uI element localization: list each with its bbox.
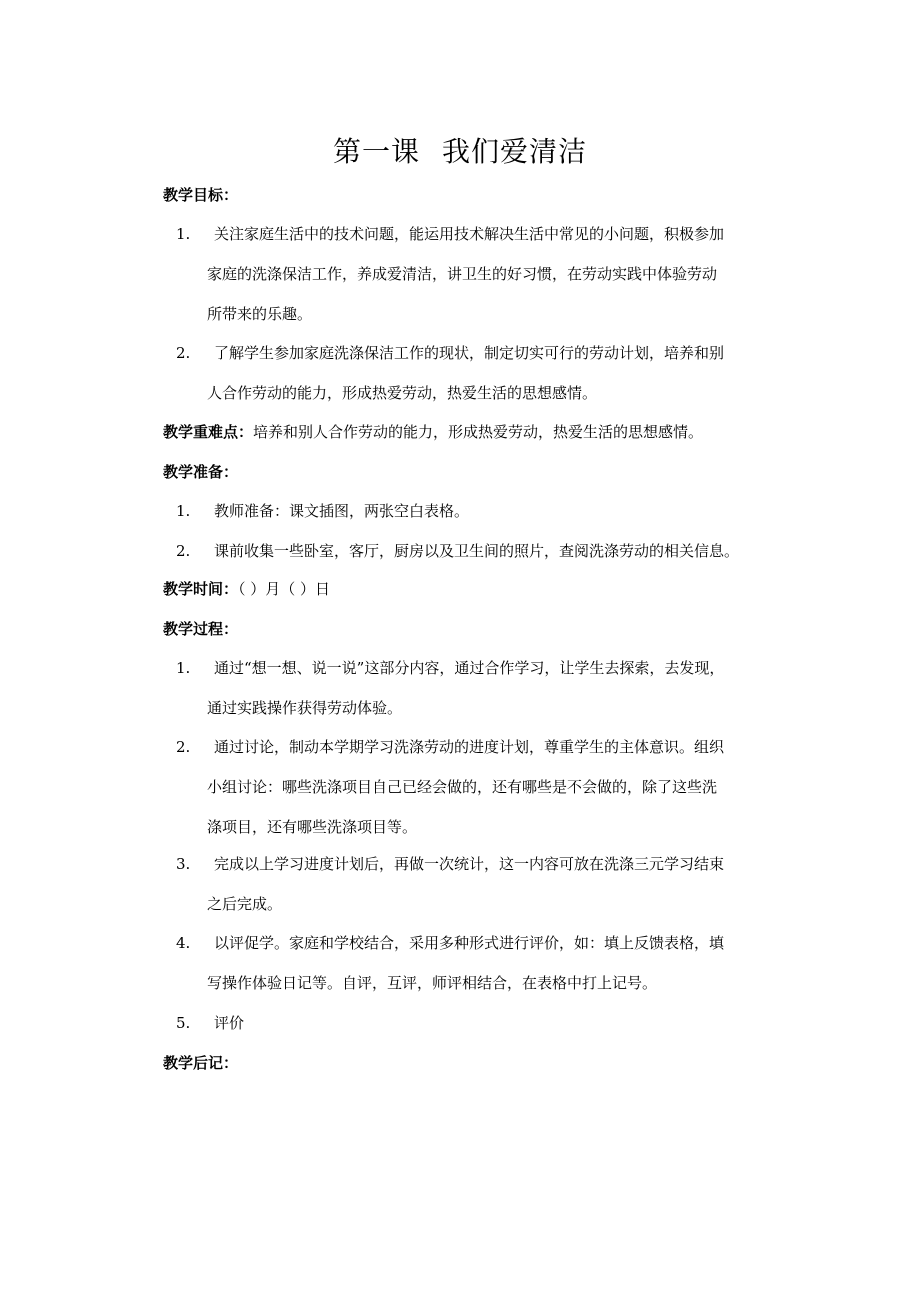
objective-item-1 — [176, 214, 776, 334]
item-number: 1. — [176, 659, 191, 677]
objective-item-2 — [176, 333, 776, 413]
time-heading: 教学时间： — [163, 580, 239, 598]
item-number: 4. — [176, 934, 191, 952]
item-line: 所带来的乐趣。 — [207, 305, 313, 323]
time-text: （ ）月（ ）日 — [238, 580, 331, 598]
item-number: 2. — [176, 542, 191, 560]
item-line: 关注家庭生活中的技术问题，能运用技术解决生活中常见的小问题，积极参加 — [214, 225, 725, 243]
item-line: 评价 — [214, 1014, 245, 1032]
item-number: 2. — [176, 344, 191, 362]
item-line: 以评促学。家庭和学校结合，采用多种形式进行评价，如：填上反馈表格，填 — [214, 934, 725, 952]
item-line: 通过实践操作获得劳动体验。 — [207, 699, 403, 717]
item-line: 课前收集一些卧室，客厅，厨房以及卫生间的照片，查阅洗涤劳动的相关信息。 — [214, 542, 740, 560]
preparation-item-1 — [176, 491, 776, 531]
item-line: 通过“想一想、说一说”这部分内容，通过合作学习，让学生去探索，去发现， — [214, 659, 725, 677]
preparation-heading: 教学准备： — [163, 463, 239, 481]
process-item-3 — [176, 844, 776, 924]
key-points-heading: 教学重难点： — [163, 423, 254, 441]
item-number: 2. — [176, 738, 191, 756]
item-line: 之后完成。 — [207, 895, 283, 913]
item-number: 5. — [176, 1014, 191, 1032]
item-line: 涤项目，还有哪些洗涤项目等。 — [207, 818, 418, 836]
process-heading: 教学过程： — [163, 620, 239, 638]
title-lesson: 第一课 — [332, 135, 420, 168]
title-topic: 我们爱清洁 — [442, 135, 588, 168]
objectives-heading: 教学目标： — [163, 186, 239, 204]
process-item-5 — [176, 1003, 776, 1043]
key-points — [163, 421, 703, 443]
item-line: 写操作体验日记等。自评，互评，师评相结合，在表格中打上记号。 — [207, 974, 658, 992]
item-line: 小组讨论：哪些洗涤项目自己已经会做的，还有哪些是不会做的，除了这些洗 — [207, 778, 718, 796]
item-number: 3. — [176, 855, 191, 873]
item-number: 1. — [176, 225, 191, 243]
key-points-text: 培养和别人合作劳动的能力，形成热爱劳动，热爱生活的思想感情。 — [253, 423, 704, 441]
page-title — [0, 132, 920, 172]
process-item-4 — [176, 923, 776, 1003]
afterword-heading: 教学后记： — [163, 1054, 239, 1072]
item-line: 教师准备：课文插图，两张空白表格。 — [214, 502, 470, 520]
item-line: 完成以上学习进度计划后，再做一次统计，这一内容可放在洗涤三元学习结束 — [214, 855, 725, 873]
item-line: 人合作劳动的能力，形成热爱劳动，热爱生活的思想感情。 — [207, 384, 598, 402]
item-line: 家庭的洗涤保洁工作，养成爱清洁，讲卫生的好习惯，在劳动实践中体验劳动 — [207, 265, 718, 283]
time — [163, 578, 330, 600]
process-item-2 — [176, 727, 776, 847]
item-number: 1. — [176, 502, 191, 520]
preparation-item-2 — [176, 531, 776, 571]
process-item-1 — [176, 648, 776, 728]
item-line: 通过讨论，制动本学期学习洗涤劳动的进度计划，尊重学生的主体意识。组织 — [214, 738, 725, 756]
item-line: 了解学生参加家庭洗涤保洁工作的现状，制定切实可行的劳动计划，培养和别 — [214, 344, 725, 362]
